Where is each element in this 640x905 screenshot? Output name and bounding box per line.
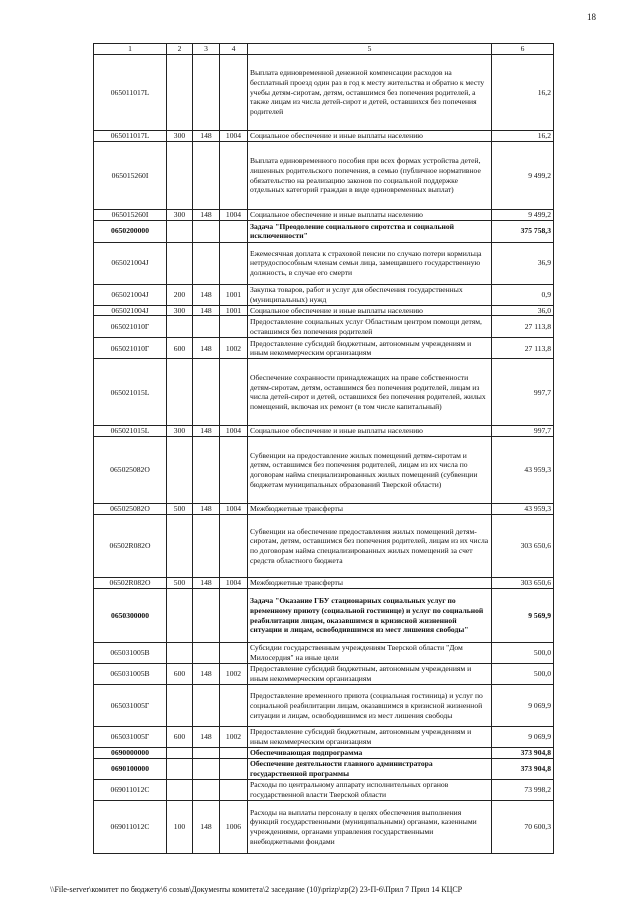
section-cell: 1002	[220, 664, 248, 685]
table-row	[94, 685, 554, 727]
amount-cell: 9 069,9	[492, 685, 554, 727]
department-cell	[193, 685, 220, 727]
header-cell: 3	[193, 44, 220, 55]
section-cell: 1004	[220, 504, 248, 515]
section-cell	[220, 242, 248, 284]
table-row	[94, 727, 554, 748]
expense-type-cell	[167, 242, 193, 284]
description-cell: Ежемесячная доплата к страховой пенсии по случаю потери кормильца нетрудоспособным членам семьи лица, замещавшего государственную должность, в случае его смерти	[248, 242, 492, 284]
amount-cell: 500,0	[492, 664, 554, 685]
code-cell: 0650300000	[94, 589, 167, 643]
amount-cell: 9 569,9	[492, 589, 554, 643]
department-cell: 148	[193, 801, 220, 854]
expense-type-cell	[167, 316, 193, 338]
page-number: 18	[587, 12, 596, 22]
table-row	[94, 220, 554, 242]
department-cell: 148	[193, 210, 220, 221]
table-row	[94, 578, 554, 589]
description-cell: Социальное обеспечение и иные выплаты населению	[248, 305, 492, 316]
table-row	[94, 359, 554, 426]
table-row	[94, 55, 554, 131]
expense-type-cell	[167, 220, 193, 242]
code-cell: 06502R082О	[94, 578, 167, 589]
description-cell: Расходы по центральному аппарату исполнительных органов государственной власти Тверской области	[248, 780, 492, 801]
amount-cell: 70 600,3	[492, 801, 554, 854]
code-cell: 069011012С	[94, 801, 167, 854]
code-cell: 065031005В	[94, 664, 167, 685]
description-cell: Предоставление субсидий бюджетным, автономным учреждениям и иным некоммерческим организациям	[248, 338, 492, 359]
description-cell: Субвенции на предоставление жилых помещений детям-сиротам и детям, оставшимся без попечения родителей, лицам из их числа по договорам найма специализированных жилых помещений (субвенции бюджетам муниципальных образований Тверской области)	[248, 437, 492, 504]
section-cell: 1004	[220, 426, 248, 437]
description-cell: Субсидии государственным учреждениям Тверской области "Дом Милосердия" на иные цели	[248, 643, 492, 664]
description-cell: Задача "Преодоление социального сиротства и социальной исключенности"	[248, 220, 492, 242]
department-cell: 148	[193, 578, 220, 589]
table-row	[94, 589, 554, 643]
expense-type-cell: 500	[167, 504, 193, 515]
table-row	[94, 131, 554, 142]
section-cell: 1004	[220, 210, 248, 221]
expense-type-cell: 300	[167, 210, 193, 221]
table-row	[94, 242, 554, 284]
description-cell: Предоставление временного приюта (социальная гостиница) и услуг по социальной реабилитации лицам, оказавшимся в кризисной жизненной ситуации и лицам, освободившимся из мест лишения свободы	[248, 685, 492, 727]
section-cell	[220, 780, 248, 801]
amount-cell: 73 998,2	[492, 780, 554, 801]
amount-cell: 373 904,8	[492, 759, 554, 780]
description-cell: Задача "Оказание ГБУ стационарных социальных услуг по временному приюту (социальной гостинице) и услуг по социальной реабилитации лицам, оказавшимся в кризисной жизненной ситуации и лицам, освободившимся из мест лишения свободы"	[248, 589, 492, 643]
header-cell: 1	[94, 44, 167, 55]
section-cell	[220, 55, 248, 131]
amount-cell: 303 650,6	[492, 515, 554, 578]
section-cell	[220, 685, 248, 727]
amount-cell: 303 650,6	[492, 578, 554, 589]
amount-cell: 0,9	[492, 284, 554, 305]
section-cell: 1002	[220, 727, 248, 748]
section-cell: 1001	[220, 284, 248, 305]
code-cell: 065021015L	[94, 426, 167, 437]
code-cell: 065011017L	[94, 131, 167, 142]
amount-cell: 997,7	[492, 426, 554, 437]
section-cell	[220, 142, 248, 210]
description-cell: Обеспечивающая подпрограмма	[248, 748, 492, 759]
description-cell: Расходы на выплаты персоналу в целях обеспечения выполнения функций государственными (муниципальными) органами, казенными учреждениями, органами управления государственными внебюджетными фондами	[248, 801, 492, 854]
description-cell: Предоставление субсидий бюджетным, автономным учреждениям и иным некоммерческим организациям	[248, 664, 492, 685]
description-cell: Межбюджетные трансферты	[248, 504, 492, 515]
section-cell: 1006	[220, 801, 248, 854]
code-cell: 06502R082О	[94, 515, 167, 578]
department-cell: 148	[193, 284, 220, 305]
section-cell: 1004	[220, 131, 248, 142]
table-row	[94, 504, 554, 515]
department-cell	[193, 643, 220, 664]
department-cell	[193, 142, 220, 210]
header-cell: 6	[492, 44, 554, 55]
amount-cell: 36,0	[492, 305, 554, 316]
table-row	[94, 515, 554, 578]
expense-type-cell	[167, 515, 193, 578]
expense-type-cell	[167, 142, 193, 210]
expense-type-cell	[167, 55, 193, 131]
table-header-row	[94, 44, 554, 55]
section-cell	[220, 359, 248, 426]
table-row	[94, 801, 554, 854]
table-row	[94, 643, 554, 664]
amount-cell: 27 113,8	[492, 316, 554, 338]
amount-cell: 16,2	[492, 131, 554, 142]
expense-type-cell	[167, 359, 193, 426]
expense-type-cell: 600	[167, 727, 193, 748]
description-cell: Обеспечение сохранности принадлежащих на праве собственности детям-сиротам, детям, оставшимся без попечения родителей, лицам из числа детей-сирот и детей, оставшихся без попечения родителей, жилых помещений, включая их ремонт (в том числе капитальный)	[248, 359, 492, 426]
section-cell: 1004	[220, 578, 248, 589]
section-cell	[220, 748, 248, 759]
expense-type-cell: 200	[167, 284, 193, 305]
department-cell	[193, 748, 220, 759]
table-row	[94, 426, 554, 437]
description-cell: Предоставление социальных услуг Областным центром помощи детям, оставшимся без попечения родителей	[248, 316, 492, 338]
amount-cell: 9 069,9	[492, 727, 554, 748]
amount-cell: 36,9	[492, 242, 554, 284]
description-cell: Выплата единовременной денежной компенсации расходов на бесплатный проезд один раз в год к месту жительства и обратно к месту учебы детям-сиротам, детям, оставшимся без попечения родителей, а также лицам из числа детей-сирот и детей, оставшихся без попечения родителей	[248, 55, 492, 131]
code-cell: 065021004J	[94, 284, 167, 305]
table-row	[94, 316, 554, 338]
expense-type-cell	[167, 643, 193, 664]
description-cell: Социальное обеспечение и иные выплаты населению	[248, 131, 492, 142]
code-cell: 065031005В	[94, 643, 167, 664]
department-cell	[193, 759, 220, 780]
amount-cell: 375 758,3	[492, 220, 554, 242]
section-cell	[220, 316, 248, 338]
code-cell: 0690000000	[94, 748, 167, 759]
expense-type-cell	[167, 748, 193, 759]
code-cell: 065031005Г	[94, 727, 167, 748]
header-cell: 2	[167, 44, 193, 55]
table-row	[94, 284, 554, 305]
expense-type-cell	[167, 685, 193, 727]
header-cell: 5	[248, 44, 492, 55]
amount-cell: 16,2	[492, 55, 554, 131]
department-cell	[193, 220, 220, 242]
table-row	[94, 338, 554, 359]
department-cell	[193, 316, 220, 338]
table-row	[94, 437, 554, 504]
code-cell: 065021015L	[94, 359, 167, 426]
code-cell: 0650200000	[94, 220, 167, 242]
description-cell: Обеспечение деятельности главного администратора государственной программы	[248, 759, 492, 780]
section-cell	[220, 437, 248, 504]
section-cell: 1002	[220, 338, 248, 359]
description-cell: Предоставление субсидий бюджетным, автономным учреждениям и иным некоммерческим организациям	[248, 727, 492, 748]
section-cell	[220, 589, 248, 643]
expense-type-cell	[167, 759, 193, 780]
file-path-footer: \\File-server\комитет по бюджету\6 созыв\Документы комитета\2 заседание (10)\prizp\zp(2) 23-П-6\Прил 7 Прил 14 КЦСР	[50, 885, 463, 894]
amount-cell: 43 959,3	[492, 437, 554, 504]
department-cell	[193, 515, 220, 578]
department-cell	[193, 55, 220, 131]
amount-cell: 373 904,8	[492, 748, 554, 759]
department-cell: 148	[193, 131, 220, 142]
amount-cell: 27 113,8	[492, 338, 554, 359]
table-row	[94, 142, 554, 210]
department-cell	[193, 437, 220, 504]
code-cell: 065025082О	[94, 437, 167, 504]
department-cell: 148	[193, 727, 220, 748]
code-cell: 065015260I	[94, 210, 167, 221]
department-cell	[193, 242, 220, 284]
department-cell: 148	[193, 305, 220, 316]
table-row	[94, 780, 554, 801]
description-cell: Межбюджетные трансферты	[248, 578, 492, 589]
table-row	[94, 210, 554, 221]
amount-cell: 9 499,2	[492, 142, 554, 210]
expense-type-cell: 600	[167, 338, 193, 359]
section-cell	[220, 220, 248, 242]
description-cell: Социальное обеспечение и иные выплаты населению	[248, 426, 492, 437]
expense-type-cell: 300	[167, 131, 193, 142]
department-cell: 148	[193, 338, 220, 359]
expense-type-cell: 300	[167, 426, 193, 437]
expense-type-cell	[167, 589, 193, 643]
description-cell: Закупка товаров, работ и услуг для обеспечения государственных (муниципальных) нужд	[248, 284, 492, 305]
section-cell	[220, 515, 248, 578]
code-cell: 069011012С	[94, 780, 167, 801]
amount-cell: 9 499,2	[492, 210, 554, 221]
code-cell: 065021010Г	[94, 316, 167, 338]
amount-cell: 43 959,3	[492, 504, 554, 515]
department-cell: 148	[193, 664, 220, 685]
section-cell	[220, 643, 248, 664]
code-cell: 065025082О	[94, 504, 167, 515]
department-cell	[193, 359, 220, 426]
table-row	[94, 664, 554, 685]
description-cell: Социальное обеспечение и иные выплаты населению	[248, 210, 492, 221]
code-cell: 065021004J	[94, 242, 167, 284]
code-cell: 065011017L	[94, 55, 167, 131]
description-cell: Выплата единовременного пособия при всех формах устройства детей, лишенных родительского попечения, в семью (публичное нормативное обязательство на реализацию законов по социальной поддержке отдельных категорий граждан в виде единовременных выплат)	[248, 142, 492, 210]
department-cell	[193, 780, 220, 801]
expense-type-cell: 300	[167, 305, 193, 316]
code-cell: 0690100000	[94, 759, 167, 780]
table-row	[94, 759, 554, 780]
amount-cell: 997,7	[492, 359, 554, 426]
expense-type-cell	[167, 780, 193, 801]
expense-type-cell: 100	[167, 801, 193, 854]
expense-type-cell: 500	[167, 578, 193, 589]
table-row	[94, 748, 554, 759]
amount-cell: 500,0	[492, 643, 554, 664]
code-cell: 065031005Г	[94, 685, 167, 727]
department-cell: 148	[193, 426, 220, 437]
description-cell: Субвенции на обеспечение предоставления жилых помещений детям-сиротам, детям, оставшимся без попечения родителей, лицам из их числа по договорам найма специализированных жилых помещений за счет средств областного бюджета	[248, 515, 492, 578]
code-cell: 065021004J	[94, 305, 167, 316]
department-cell: 148	[193, 504, 220, 515]
expense-type-cell: 600	[167, 664, 193, 685]
header-cell: 4	[220, 44, 248, 55]
department-cell	[193, 589, 220, 643]
table-row	[94, 305, 554, 316]
expense-type-cell	[167, 437, 193, 504]
code-cell: 065015260I	[94, 142, 167, 210]
section-cell: 1001	[220, 305, 248, 316]
code-cell: 065021010Г	[94, 338, 167, 359]
section-cell	[220, 759, 248, 780]
budget-table	[93, 43, 554, 854]
